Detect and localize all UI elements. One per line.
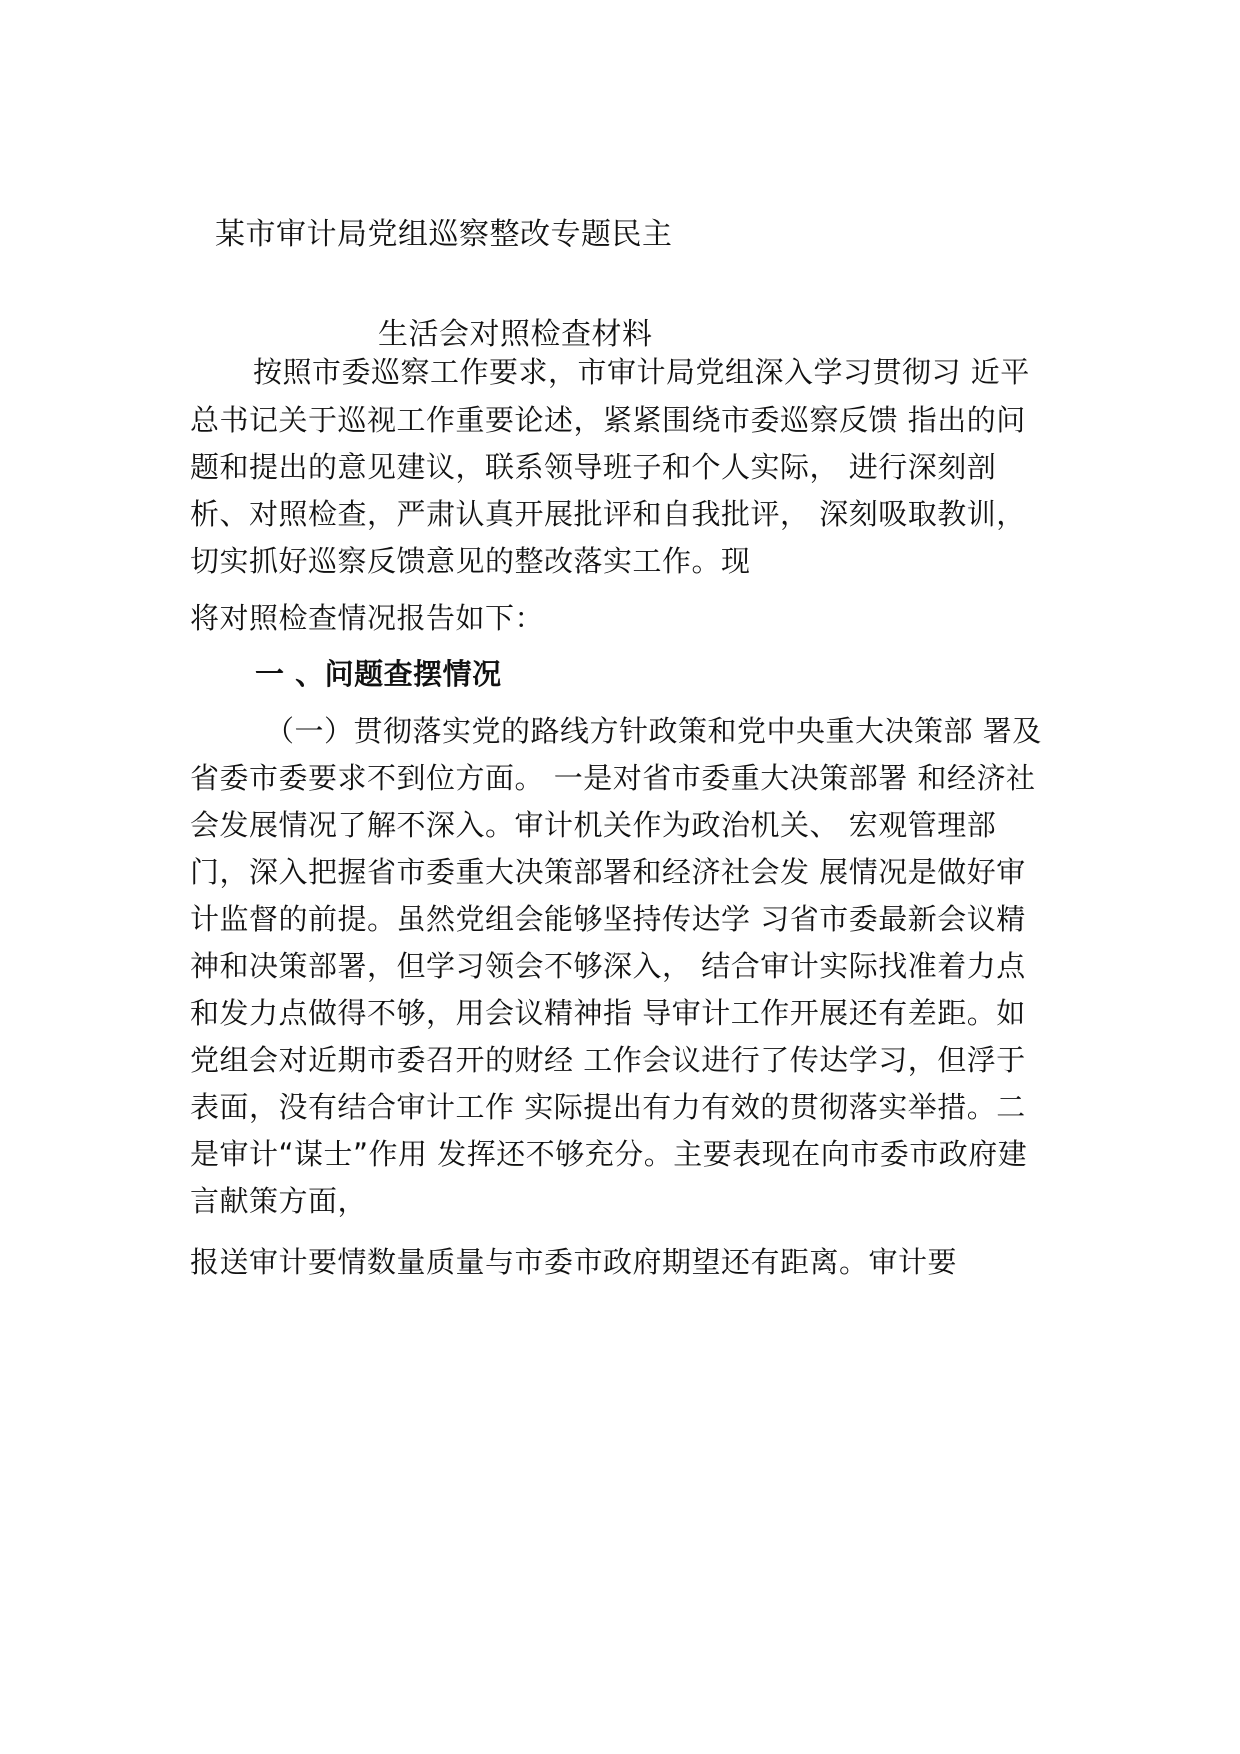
intro-last-line: 将对照检查情况报告如下：	[190, 601, 545, 635]
body-line-9: 表面，没有结合审计工作 实际提出有力有效的贯彻落实举措。二	[190, 1090, 1026, 1124]
body-line-6: 神和决策部署，但学习领会不够深入， 结合审计实际找准着力点	[190, 949, 1026, 983]
body-line-10: 是审计“谋士”作用 发挥还不够充分。主要表现在向市委市政府建	[190, 1137, 1028, 1171]
intro-line-4: 析、对照检查，严肃认真开展批评和自我批评， 深刻吸取教训，	[190, 497, 1026, 531]
body-line-11: 言献策方面，	[190, 1184, 368, 1218]
body-line-5: 计监督的前提。虽然党组会能够坚持传达学 习省市委最新会议精	[190, 902, 1026, 936]
body-line-7: 和发力点做得不够，用会议精神指 导审计工作开展还有差距。如	[190, 996, 1026, 1030]
intro-line-3: 题和提出的意见建议，联系领导班子和个人实际， 进行深刻剖	[190, 450, 997, 484]
section-heading: 一 、问题查摆情况	[255, 657, 502, 691]
body-line-2: 省委市委要求不到位方面。 一是对省市委重大决策部署 和经济社	[190, 761, 1036, 795]
body-line-8: 党组会对近期市委召开的财经 工作会议进行了传达学习，但浮于	[190, 1043, 1026, 1077]
intro-line-5: 切实抓好巡察反馈意见的整改落实工作。现	[190, 544, 751, 578]
document-title-line-1: 某市审计局党组巡察整改专题民主	[215, 217, 673, 252]
intro-line-2: 总书记关于巡视工作重要论述，紧紧围绕市委巡察反馈 指出的问	[190, 403, 1026, 437]
body-line-12: 报送审计要情数量质量与市委市政府期望还有距离。审计要	[190, 1245, 958, 1279]
body-line-4: 门，深入把握省市委重大决策部署和经济社会发 展情况是做好审	[190, 855, 1026, 889]
body-line-3: 会发展情况了解不深入。审计机关作为政治机关、 宏观管理部	[190, 808, 997, 842]
document-title-line-2: 生活会对照检查材料	[378, 317, 653, 352]
intro-line-1: 按照市委巡察工作要求，市审计局党组深入学习贯彻习 近平	[253, 355, 1030, 389]
body-line-1: （一）贯彻落实党的路线方针政策和党中央重大决策部 署及	[265, 714, 1042, 748]
